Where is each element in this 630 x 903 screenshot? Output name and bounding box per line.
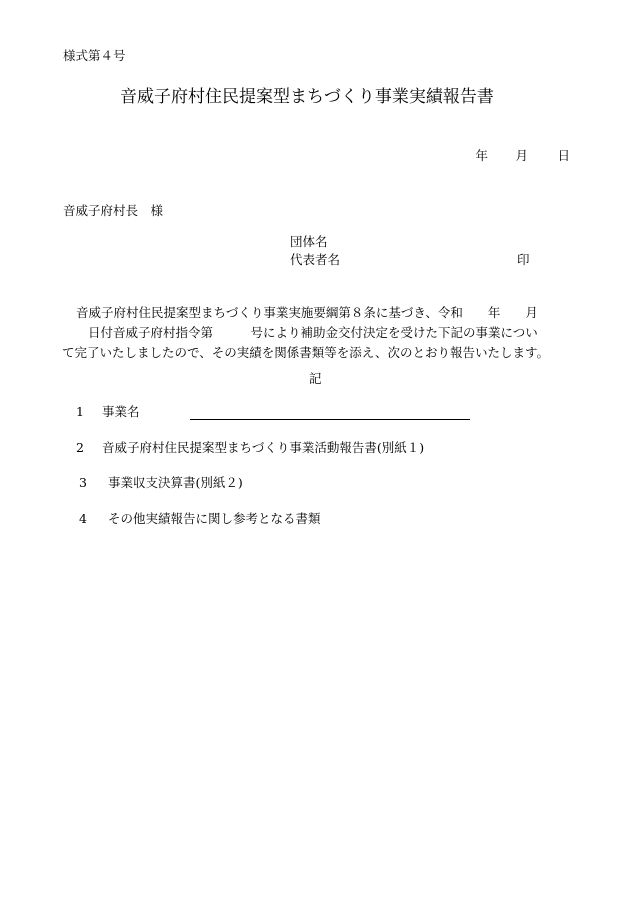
date-year-label: 年	[475, 148, 488, 163]
item-number: 3	[79, 475, 87, 490]
body-line-2: 日付音威子府村指令第 号により補助金交付決定を受けた下記の事業につい	[63, 325, 538, 340]
item-label: 事業名	[101, 404, 140, 419]
body-line-3: て完了いたしましたので、その実績を関係書類等を添え、次のとおり報告いたします。	[62, 345, 550, 360]
date-line	[475, 150, 570, 163]
date-day-label: 日	[557, 148, 570, 163]
representative-name-label: 代表者名	[290, 252, 341, 267]
org-name-label: 団体名	[290, 234, 328, 249]
list-item	[79, 513, 321, 526]
item-label: 音威子府村住民提案型まちづくり事業活動報告書(別紙１)	[101, 440, 425, 455]
item-number: 4	[79, 511, 87, 526]
item-label: その他実績報告に関し参考となる書類	[107, 511, 321, 526]
list-item	[76, 406, 140, 419]
document-title: 音威子府村住民提案型まちづくり事業実績報告書	[120, 87, 494, 107]
date-month-label: 月	[515, 148, 528, 163]
addressee: 音威子府村長 様	[63, 203, 164, 218]
item-label: 事業収支決算書(別紙２)	[107, 475, 243, 490]
project-name-blank-line	[190, 419, 470, 420]
list-item	[76, 442, 424, 455]
body-paragraph	[63, 303, 573, 363]
list-item	[79, 477, 243, 490]
seal-mark: 印	[517, 252, 530, 267]
body-line-1: 音威子府村住民提案型まちづくり事業実施要綱第８条に基づき、令和 年 月	[76, 305, 538, 320]
item-number: 1	[76, 404, 84, 419]
ki-heading: 記	[309, 371, 322, 386]
item-number: 2	[76, 440, 84, 455]
form-number: 様式第４号	[63, 48, 126, 63]
